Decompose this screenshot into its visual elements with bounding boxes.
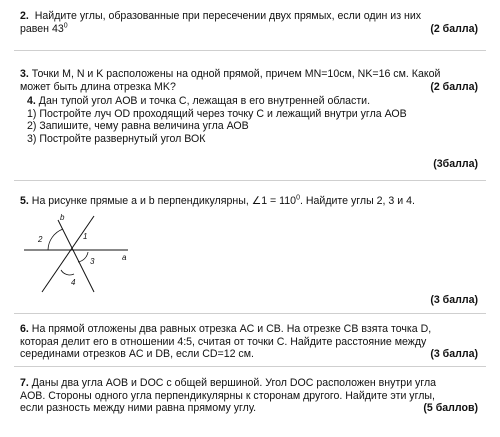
angle-4-arc bbox=[61, 270, 74, 275]
task-6-line-3: серединами отрезков AC и DB, если CD=12 см. bbox=[20, 348, 254, 360]
task-6-line-2: которая делит его в отношении 4:5, считая от точки C. Найдите расстояние между bbox=[20, 335, 427, 348]
label-angle-2: 2 bbox=[38, 235, 43, 244]
task-5-points-row bbox=[20, 294, 478, 307]
task-4-points-row bbox=[20, 158, 478, 171]
task-7-line-2: AOB. Стороны одного угла перпендикулярны к сторонам другого. Найдите эти углы, bbox=[20, 389, 435, 402]
degree-mark: 0 bbox=[296, 194, 300, 202]
task-4-item-3: 3) Постройте развернутый угол ВОК bbox=[27, 132, 206, 145]
task-2 bbox=[20, 10, 478, 35]
task-6 bbox=[20, 323, 478, 361]
line-b bbox=[58, 220, 94, 292]
task-2-line-1: Найдите углы, образованные при пересечении двух прямых, если один из них bbox=[34, 10, 422, 22]
label-angle-4: 4 bbox=[71, 278, 76, 287]
label-b: b bbox=[60, 213, 65, 222]
task-7 bbox=[20, 377, 478, 415]
angle-3-arc bbox=[78, 252, 88, 262]
task-7-line-1: Даны два угла AOB и DOC с общей вершиной. Угол DOC расположен внутри угла bbox=[31, 377, 437, 389]
divider bbox=[14, 313, 486, 314]
divider bbox=[14, 366, 486, 367]
task-4 bbox=[20, 95, 478, 145]
task-7-line-3: если разность между ними равна прямому углу. bbox=[20, 402, 257, 414]
task-7-points: (5 баллов) bbox=[423, 402, 478, 414]
task-5-line-1: На рисунке прямые a и b перпендикулярны, ∠1 = 110 bbox=[31, 195, 297, 207]
task-3 bbox=[20, 68, 478, 93]
task-7-number: 7. bbox=[20, 377, 29, 389]
task-4-points: (3балла) bbox=[433, 158, 478, 170]
task-5-points: (3 балла) bbox=[430, 294, 478, 306]
task-3-number: 3. bbox=[20, 68, 29, 80]
task-3-points: (2 балла) bbox=[430, 80, 478, 93]
divider bbox=[14, 50, 486, 51]
task-4-item-2: 2) Запишите, чему равна величина угла АОВ bbox=[27, 120, 249, 132]
label-angle-3: 3 bbox=[90, 257, 95, 266]
label-angle-1: 1 bbox=[83, 232, 88, 241]
task-6-number: 6. bbox=[20, 323, 29, 335]
task-2-number: 2. bbox=[20, 10, 29, 22]
label-a: a bbox=[122, 253, 127, 262]
task-2-points: (2 балла) bbox=[430, 22, 478, 35]
task-5-line-1-end: . Найдите углы 2, 3 и 4. bbox=[299, 195, 415, 207]
perpendicular-lines-figure bbox=[22, 212, 132, 296]
task-6-line-1: На прямой отложены два равных отрезка AC и CB. На отрезке CB взята точка D, bbox=[31, 323, 432, 335]
task-4-number: 4. bbox=[27, 95, 36, 107]
task-4-item-1: 1) Постройте луч OD проходящий через точку С и лежащий внутри угла АОВ bbox=[27, 107, 407, 120]
task-6-points: (3 балла) bbox=[430, 348, 478, 360]
task-5-number: 5. bbox=[20, 195, 29, 207]
degree-mark: 0 bbox=[63, 21, 68, 29]
divider bbox=[14, 180, 486, 181]
task-4-line-1: Дан тупой угол AOB и точка C, лежащая в его внутренней области. bbox=[38, 95, 371, 107]
task-5 bbox=[20, 195, 478, 208]
task-3-line-2: может быть длина отрезка MK? bbox=[20, 80, 176, 93]
task-3-line-1: Точки M, N и K расположены на одной прямой, причем MN=10см, NK=16 см. Какой bbox=[31, 68, 441, 80]
angle-2-arc bbox=[48, 229, 63, 250]
task-2-line-2: равен 43 bbox=[20, 22, 64, 35]
transversal-line bbox=[42, 216, 94, 292]
